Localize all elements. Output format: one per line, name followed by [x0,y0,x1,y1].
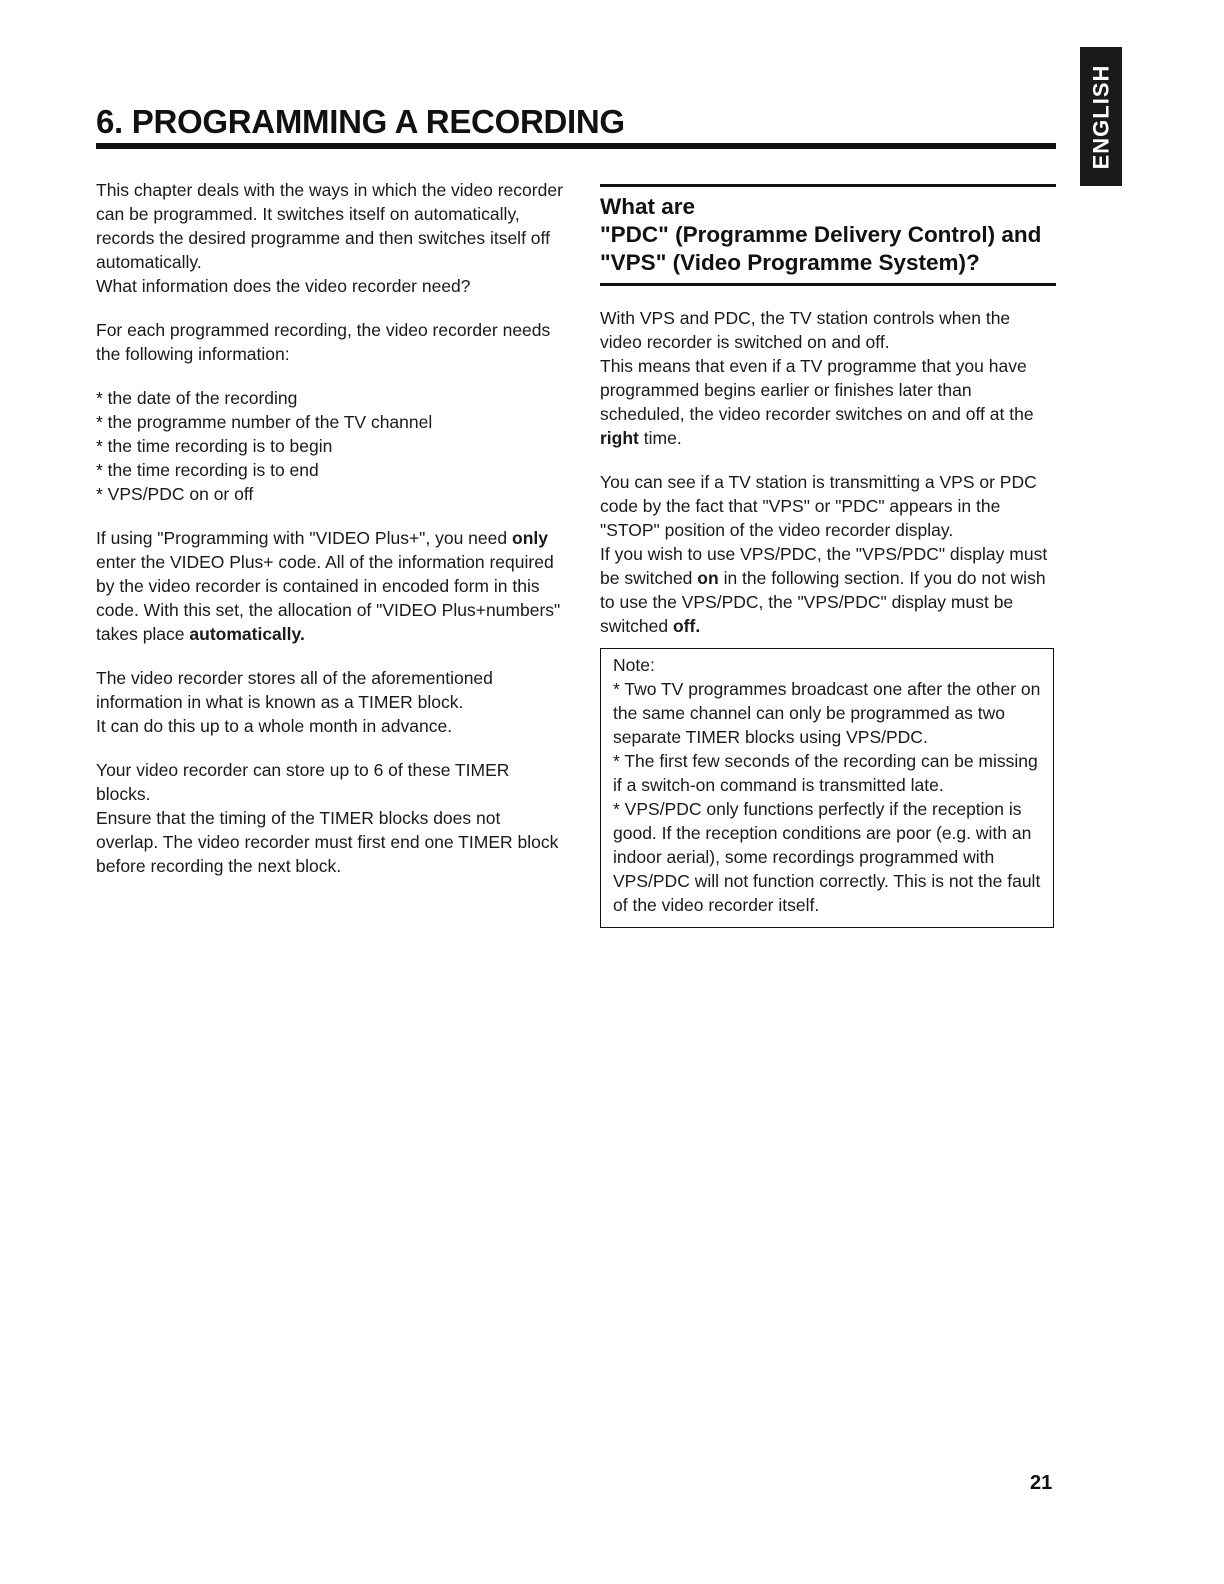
heading-line: "VPS" (Video Programme System)? [600,250,980,275]
videoplus-only: only [512,528,548,548]
timer-text: The video recorder stores all of the aforementioned information in what is known as a TIMER block. [96,668,493,712]
store-text: Your video recorder can store up to 6 of these TIMER blocks. [96,760,510,804]
vps-display-text: You can see if a TV station is transmitting a VPS or PDC code by the fact that "VPS" or "PDC" appears in the "STOP" position of the video recorder display. [600,472,1037,540]
vps-text-2: This means that even if a TV programme that you have programmed begins earlier or finishes later than scheduled, the video recorder switches on and off at the [600,356,1034,424]
heading-line: "PDC" (Programme Delivery Control) and [600,222,1042,247]
note-title: Note: [613,655,655,675]
intro-text: This chapter deals with the ways in which the video recorder can be programmed. It switches itself on automatically, records the desired programme and then switches itself off automatically. [96,180,563,272]
note-item: * The first few seconds of the recording can be missing if a switch-on command is transmitted late. [613,751,1038,795]
vps-text-1: With VPS and PDC, the TV station controls when the video recorder is switched on and off. [600,308,1011,352]
videoplus-paragraph [96,526,566,646]
timer-advance: It can do this up to a whole month in advance. [96,716,453,736]
heading-rule-bottom [600,283,1056,286]
vps-switch-text-2: in the following section. If you do not wish to use the VPS/PDC, the "VPS/PDC" display must be switched [600,568,1046,636]
note-item: * VPS/PDC only functions perfectly if the reception is good. If the reception conditions are poor (e.g. with an indoor aerial), some recordings programmed with VPS/PDC will not function correctly. This is not the fault of the video recorder itself. [613,799,1041,915]
language-tab [1080,47,1122,186]
overlap-text: Ensure that the timing of the TIMER blocks does not overlap. The video recorder must first end one TIMER block before recording the next block. [96,808,559,876]
list-item: * the time recording is to end [96,460,319,480]
timer-paragraph [96,666,566,738]
info-list [96,386,566,506]
heading-rule-top [600,184,1056,187]
note-item: * Two TV programmes broadcast one after the other on the same channel can only be programmed as two separate TIMER blocks using VPS/PDC. [613,679,1041,747]
videoplus-text-1: If using "Programming with "VIDEO Plus+", you need [96,528,508,548]
videoplus-automatically: automatically. [189,624,305,644]
vps-text-3: time. [643,428,682,448]
vps-switch-text-1: If you wish to use VPS/PDC, the "VPS/PDC" display must be switched [600,544,1048,588]
page-title: 6. PROGRAMMING A RECORDING [96,103,625,140]
list-item: * VPS/PDC on or off [96,484,254,504]
vps-right: right [600,428,639,448]
note-box [600,648,1054,928]
intro-question: What information does the video recorder need? [96,276,471,296]
videoplus-text-2: enter the VIDEO Plus+ code. All of the information required by the video recorder is contained in encoded form in this code. With this set, the allocation of "VIDEO Plus+numbers" takes place [96,552,561,644]
heading-line: What are [600,194,696,219]
list-item: * the programme number of the TV channel [96,412,433,432]
language-tab-label: ENGLISH [1088,64,1114,169]
info-intro: For each programmed recording, the video recorder needs the following information: [96,320,551,364]
right-column [600,184,1056,928]
vps-paragraph-1 [600,306,1056,450]
vps-paragraph-2 [600,470,1056,638]
intro-paragraph [96,178,566,298]
title-rule [96,143,1056,149]
page-number: 21 [1030,1472,1053,1494]
list-item: * the time recording is to begin [96,436,333,456]
vps-on: on [697,568,719,588]
left-column [96,178,566,898]
store-paragraph [96,758,566,878]
vps-off: off. [672,616,701,636]
section-heading [600,193,1056,277]
list-item: * the date of the recording [96,388,298,408]
